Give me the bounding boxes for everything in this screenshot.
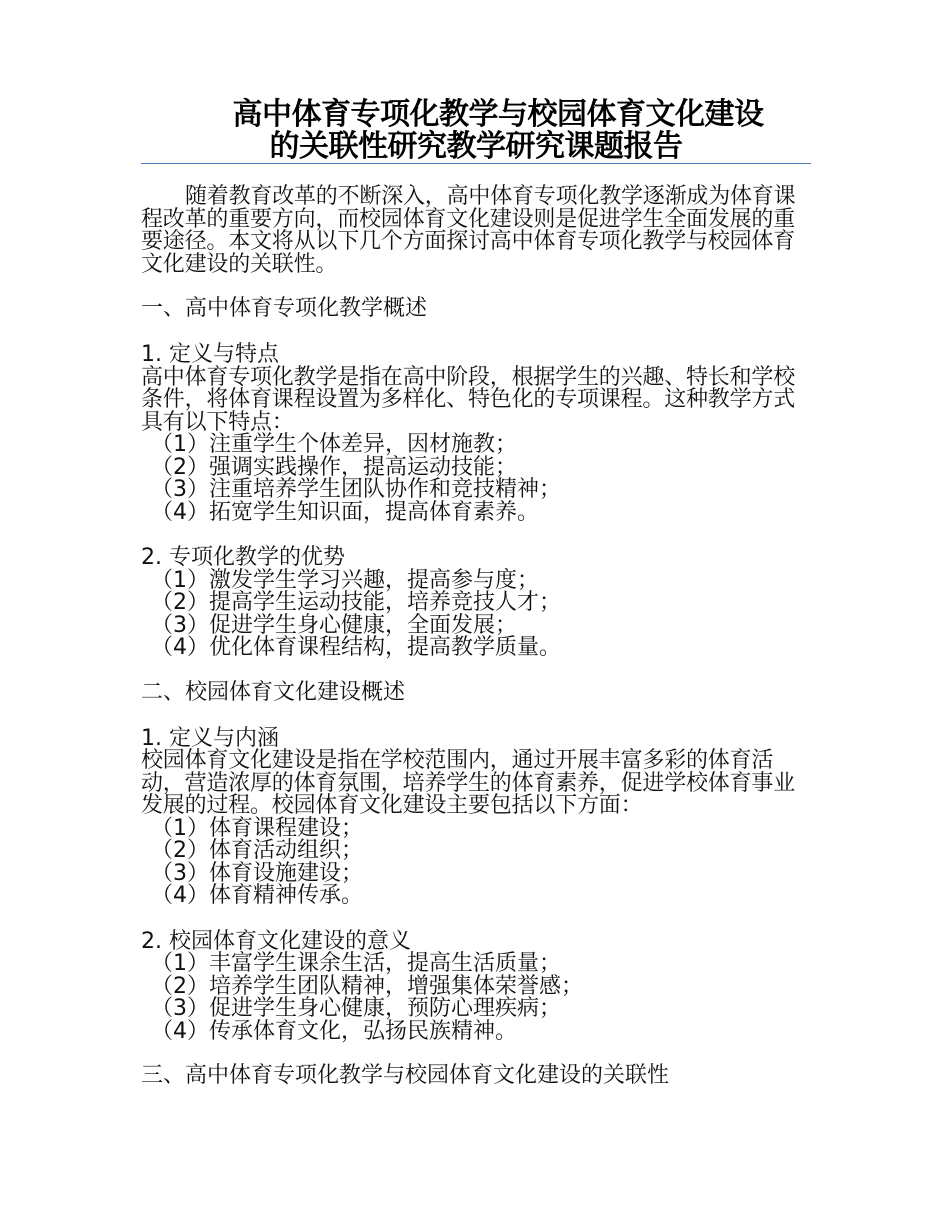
- list-item: （4）优化体育课程结构，提高教学质量。: [151, 635, 561, 660]
- list-item: （2）培养学生团队精神，增强集体荣誉感；: [151, 973, 583, 999]
- section-2-heading: 二、校园体育文化建设概述: [141, 679, 406, 705]
- list-item: （1）激发学生学习兴趣，提高参与度；: [151, 567, 539, 593]
- section-1-sub-1-paragraph: 高中体育专项化教学是指在高中阶段，根据学生的兴趣、特长和学校条件，将体育课程设置为多样化、特色化的专项课程。这种教学方式具有以下特点：: [141, 364, 796, 435]
- list-item: （4）拓宽学生知识面，提高体育素养。: [151, 499, 539, 525]
- list-item: （2）提高学生运动技能，培养竞技人才；: [151, 590, 561, 615]
- list-item: （2）强调实践操作，提高运动技能；: [151, 454, 517, 480]
- section-1-heading: 一、高中体育专项化教学概述: [141, 296, 428, 321]
- section-1-sub-1-heading: 1. 定义与特点: [141, 342, 279, 367]
- section-1-sub-2-heading: 2. 专项化教学的优势: [141, 545, 345, 570]
- section-2-sub-1-paragraph: 校园体育文化建设是指在学校范围内，通过开展丰富多彩的体育活动，营造浓厚的体育氛围，培养学生的体育素养，促进学校体育事业发展的过程。校园体育文化建设主要包括以下方面：: [141, 748, 796, 818]
- section-2-sub-2-heading: 2. 校园体育文化建设的意义: [141, 928, 411, 954]
- list-item: （3）注重培养学生团队协作和竞技精神；: [151, 477, 561, 502]
- list-item: （1）注重学生个体差异，因材施教；: [151, 432, 517, 457]
- list-item: （3）体育设施建设；: [151, 860, 363, 886]
- list-item: （2）体育活动组织；: [151, 838, 363, 863]
- intro-paragraph: 随着教育改革的不断深入，高中体育专项化教学逐渐成为体育课程改革的重要方向，而校园体育文化建设则是促进学生全面发展的重要途径。本文将从以下几个方面探讨高中体育专项化教学与校园体育文化建设的关联性。: [141, 184, 796, 277]
- list-item: （4）传承体育文化，弘扬民族精神。: [151, 1018, 517, 1044]
- list-item: （1）体育课程建设；: [151, 815, 363, 841]
- list-item: （1）丰富学生课余生活，提高生活质量；: [151, 951, 561, 976]
- document-title: [141, 99, 811, 163]
- title-line-2: 的关联性研究教学研究课题报告: [269, 129, 683, 164]
- section-3-heading: 三、高中体育专项化教学与校园体育文化建设的关联性: [141, 1063, 670, 1088]
- title-line-1: 高中体育专项化教学与校园体育文化建设: [232, 97, 764, 132]
- section-2-sub-1-heading: 1. 定义与内涵: [141, 725, 279, 751]
- list-item: （3）促进学生身心健康，预防心理疾病；: [151, 996, 561, 1021]
- document-page: [141, 0, 811, 1088]
- list-item: （3）促进学生身心健康，全面发展；: [151, 612, 517, 638]
- list-item: （4）体育精神传承。: [151, 883, 363, 908]
